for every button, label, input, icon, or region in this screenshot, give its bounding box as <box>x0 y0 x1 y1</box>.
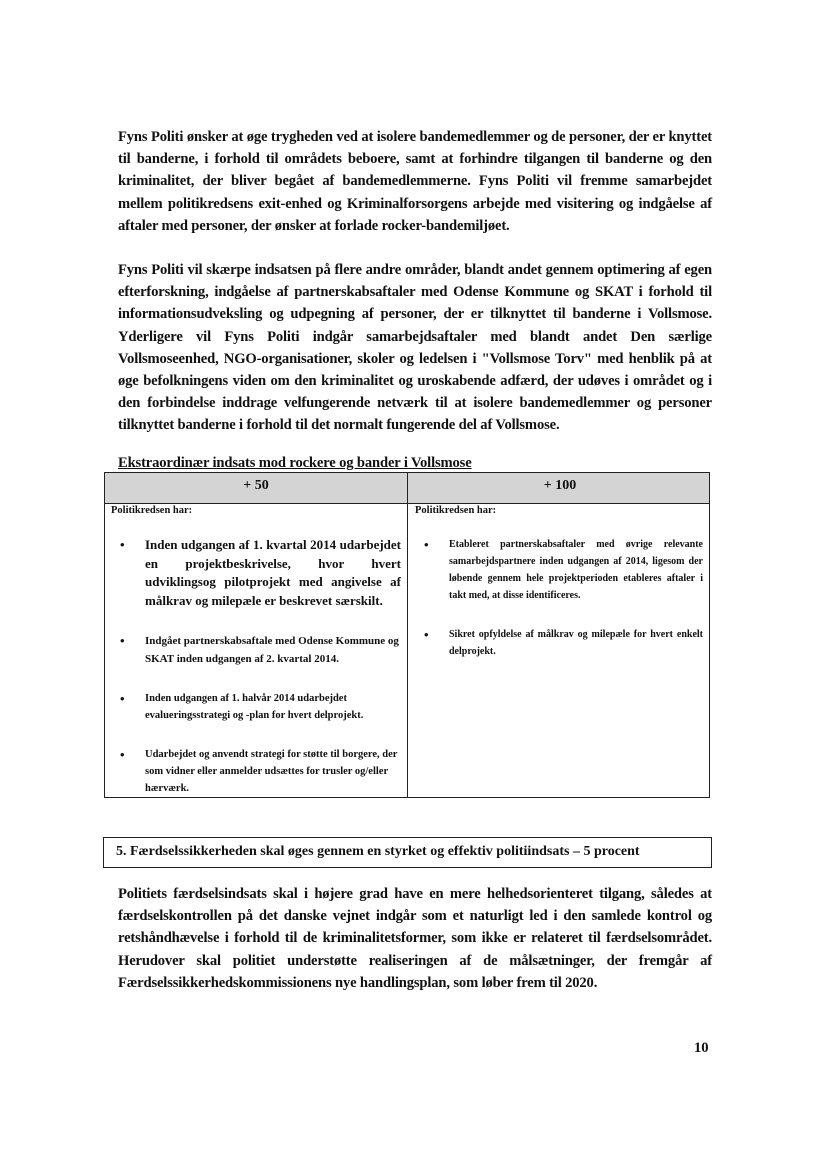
list-item-text: Udarbejdet og anvendt strategi for støtte til borgere, der som vidner eller anmelder udsættes for trusler og/eller hærværk. <box>145 749 398 794</box>
bullet-icon: • <box>120 691 125 706</box>
paragraph-faerdselsindsats: Politiets færdselsindsats skal i højere grad have en mere helhedsorienteret tilgang, således at færdselskontrollen på det danske vejnet indgår som et naturligt led i den samlede kontrol og retshåndhævelse i forhold til de kriminalitetsformer, som ikke er relateret til færdselsområdet. Herudover skal politiet understøtte realiseringen af de målsætninger, der fremgår af Færdselssikkerhedskommissionens nye handlingsplan, som løber frem til 2020. <box>118 886 712 991</box>
page-number: 10 <box>694 1040 709 1056</box>
list-item <box>415 536 703 604</box>
list-item-text: Inden udgangen af 1. kvartal 2014 udarbejdet en projektbeskrivelse, hvor hvert udviklingsog pilotprojekt med angivelse af målkrav og milepæle er beskrevet særskilt. <box>145 537 401 608</box>
bullet-list <box>111 536 401 797</box>
list-item <box>111 632 401 668</box>
bullet-icon: • <box>120 747 125 762</box>
bullet-icon: • <box>120 633 125 648</box>
column-label: Politikredsen har: <box>415 505 497 516</box>
bullet-icon: • <box>424 537 429 552</box>
indsats-table <box>104 472 710 798</box>
table-column-left <box>111 505 401 819</box>
list-item <box>111 746 401 797</box>
paragraph-vollsmose-indsats: Fyns Politi vil skærpe indsatsen på flere andre områder, blandt andet gennem optimering af egen efterforskning, indgåelse af partnerskabsaftaler med Odense Kommune og SKAT i forhold til informationsudveksling og udpegning af personer, der er tilknyttet til banderne i Vollsmose. Yderligere vil Fyns Politi indgår samarbejdsaftaler med blandt andet Den særlige Vollsmoseenhed, NGO-organisationer, skoler og ledelsen i "Vollsmose Torv" med henblik på at øge befolkningens viden om den kriminalitet og uroskabende adfærd, der udøves i området og i den forbindelse inddrage velfungerende netværk til at isolere bandemedlemmer og personer tilknyttet banderne i forhold til det normalt fungerende del af Vollsmose. <box>118 262 712 434</box>
bullet-icon: • <box>424 627 429 642</box>
list-item <box>415 626 703 660</box>
list-item <box>111 690 401 724</box>
section-heading: 5. Færdselssikkerheden skal øges gennem en styrket og effektiv politiindsats – 5 procent <box>103 837 712 868</box>
table-header-plus-50: + 50 <box>243 478 269 493</box>
table-column-right <box>415 505 703 682</box>
column-label: Politikredsen har: <box>111 505 193 516</box>
table-header-plus-100: + 100 <box>543 478 577 493</box>
table-caption: Ekstraordinær indsats mod rockere og bander i Vollsmose <box>118 455 472 471</box>
list-item-text: Inden udgangen af 1. halvår 2014 udarbejdet evalueringsstrategi og -plan for hvert delprojekt. <box>145 693 364 721</box>
paragraph-bandemedlemmer: Fyns Politi ønsker at øge trygheden ved at isolere bandemedlemmer og de personer, der er knyttet til banderne, i forhold til områdets beboere, samt at forhindre tilgangen til banderne og den kriminalitet, der bliver begået af bandemedlemmerne. Fyns Politi vil fremme samarbejdet mellem politikredsens exit-enhed og Kriminalforsorgens arbejde med visitering og indgåelse af aftaler med personer, der ønsker at forlade rocker-bandemiljøet. <box>118 129 712 234</box>
list-item-text: Etableret partnerskabsaftaler med øvrige relevante samarbejdspartnere inden udgangen af 2014, ligesom der løbende gennem hele projektperioden etableres aftaler i takt med, at disse identificeres. <box>449 539 703 601</box>
column-divider <box>407 473 408 797</box>
list-item <box>111 536 401 610</box>
bullet-icon: • <box>120 537 125 552</box>
list-item-text: Indgået partnerskabsaftale med Odense Kommune og SKAT inden udgangen af 2. kvartal 2014. <box>145 635 399 665</box>
list-item-text: Sikret opfyldelse af målkrav og milepæle for hvert enkelt delprojekt. <box>449 629 703 657</box>
bullet-list <box>415 536 703 660</box>
